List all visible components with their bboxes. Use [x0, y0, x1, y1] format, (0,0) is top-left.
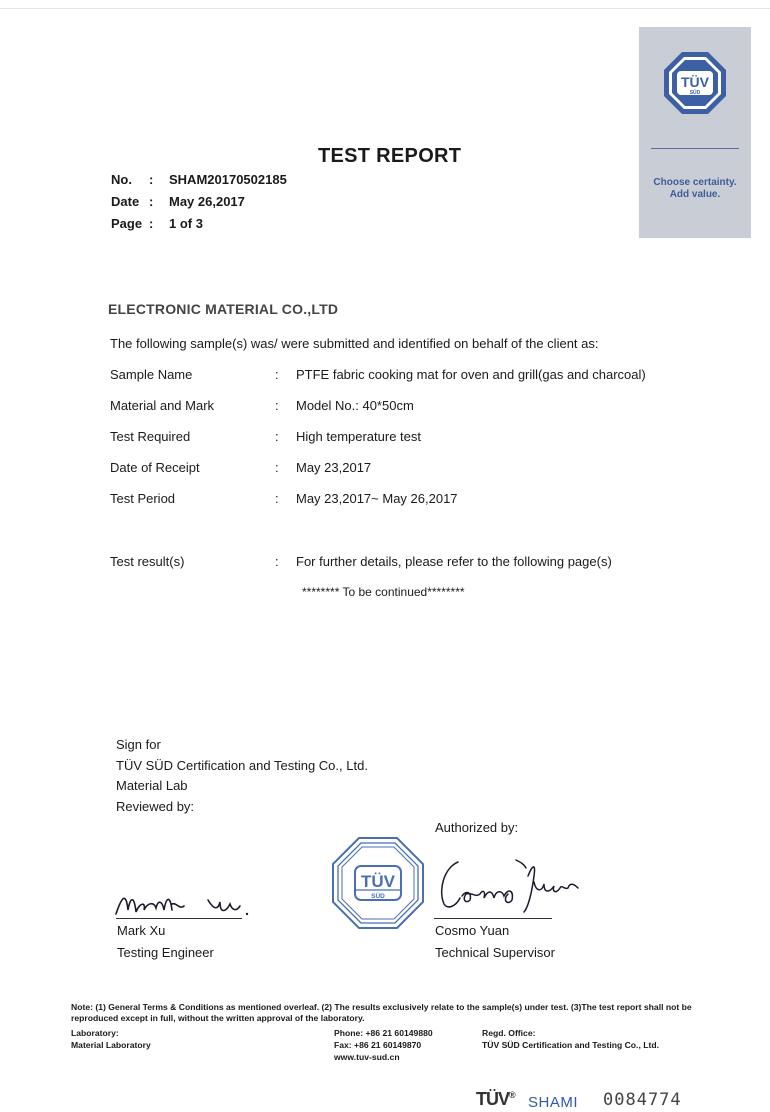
detail-row-sample-name — [110, 367, 730, 383]
report-date-value: May 26,2017 — [169, 194, 245, 209]
footer-note: Note: (1) General Terms & Conditions as mentioned overleaf. (2) The results exclusively relate to the sample(s) under test. (3)The test report shall not be reproduced except in full, without the written approval of the laboratory. — [71, 1002, 692, 1023]
authorizer-title: Technical Supervisor — [435, 945, 555, 960]
tuv-octagon-logo-icon — [663, 51, 727, 115]
serial-number: 0084774 — [603, 1090, 682, 1110]
detail-label: Material and Mark — [110, 398, 215, 413]
colon: : — [149, 194, 154, 209]
report-date-label: Date — [111, 194, 140, 209]
colon: : — [275, 460, 279, 475]
reviewer-title: Testing Engineer — [117, 945, 214, 960]
footer-lab-label: Laboratory: — [71, 1028, 119, 1038]
serial-prefix: SHAMI — [528, 1094, 579, 1111]
detail-label: Test result(s) — [110, 554, 185, 569]
registered-mark: ® — [509, 1090, 515, 1100]
top-edge-line — [0, 8, 770, 9]
report-title: TEST REPORT — [318, 145, 462, 167]
report-page-row — [111, 216, 361, 232]
footer-phone: Phone: +86 21 60149880 — [334, 1028, 433, 1038]
detail-row-test-required — [110, 429, 730, 445]
client-company-name: ELECTRONIC MATERIAL CO.,LTD — [108, 301, 339, 317]
report-date-row — [111, 194, 361, 210]
colon: : — [275, 554, 279, 569]
detail-value: PTFE fabric cooking mat for oven and grill(gas and charcoal) — [296, 367, 646, 382]
detail-value: May 23,2017 — [296, 460, 372, 475]
authorized-by-label: Authorized by: — [435, 820, 519, 835]
slogan-line-2: Add value. — [669, 189, 721, 200]
detail-label: Date of Receipt — [110, 460, 200, 475]
detail-row-test-period — [110, 491, 730, 507]
detail-value: High temperature test — [296, 429, 422, 444]
detail-value: Model No.: 40*50cm — [296, 398, 414, 413]
tuv-brand-panel — [639, 27, 751, 238]
colon: : — [149, 216, 154, 231]
colon: : — [149, 172, 154, 187]
slogan-line-1: Choose certainty. — [653, 177, 737, 188]
detail-label: Sample Name — [110, 367, 193, 382]
detail-value: May 23,2017~ May 26,2017 — [296, 491, 458, 506]
report-number-row — [111, 172, 361, 188]
footer-fax: Fax: +86 21 60149870 — [334, 1040, 422, 1050]
report-page-label: Page — [111, 216, 143, 231]
reviewed-by-label: Reviewed by: — [116, 799, 195, 815]
reviewer-signature-line — [116, 918, 242, 919]
colon: : — [275, 398, 279, 413]
detail-row-material-mark — [110, 398, 730, 414]
stamp-text: TÜV — [361, 872, 395, 891]
footer-regd-value: TÜV SÜD Certification and Testing Co., Ltd. — [482, 1040, 659, 1050]
detail-value: For further details, please refer to the following page(s) — [296, 554, 612, 569]
brand-divider — [651, 148, 739, 149]
detail-label: Test Period — [110, 491, 176, 506]
sign-lab: Material Lab — [116, 778, 188, 794]
sign-for-block — [116, 735, 368, 818]
detail-label: Test Required — [110, 429, 191, 444]
colon: : — [275, 429, 279, 444]
report-page-value: 1 of 3 — [169, 216, 203, 231]
serial-brand — [476, 1089, 515, 1110]
brand-slogan — [639, 177, 751, 201]
report-number-label: No. — [111, 172, 132, 187]
footer-lab-value: Material Laboratory — [71, 1040, 151, 1050]
serial-brand-text: TÜV — [476, 1089, 509, 1109]
reviewer-name: Mark Xu — [117, 923, 166, 938]
authorizer-signature — [436, 850, 586, 914]
sign-for-label: Sign for — [116, 737, 161, 752]
stamp-subtext: SÜD — [371, 893, 385, 900]
detail-row-test-results — [110, 554, 730, 570]
logo-subtext: SÜD — [689, 90, 701, 96]
authorizer-signature-line — [434, 918, 552, 919]
sign-company: TÜV SÜD Certification and Testing Co., Ltd. — [116, 757, 368, 773]
footer-regd-label: Regd. Office: — [482, 1028, 536, 1038]
footer-website: www.tuv-sud.cn — [334, 1052, 400, 1062]
authorizer-name: Cosmo Yuan — [435, 923, 510, 938]
to-be-continued-text: ******** To be continued******** — [302, 585, 465, 599]
client-intro-text: The following sample(s) was/ were submitted and identified on behalf of the client as: — [110, 336, 599, 351]
tuv-official-stamp — [331, 836, 425, 930]
logo-text: TÜV — [681, 74, 709, 90]
colon: : — [275, 491, 279, 506]
report-number-value: SHAM20170502185 — [169, 172, 287, 187]
detail-row-date-of-receipt — [110, 460, 730, 476]
colon: : — [275, 367, 279, 382]
